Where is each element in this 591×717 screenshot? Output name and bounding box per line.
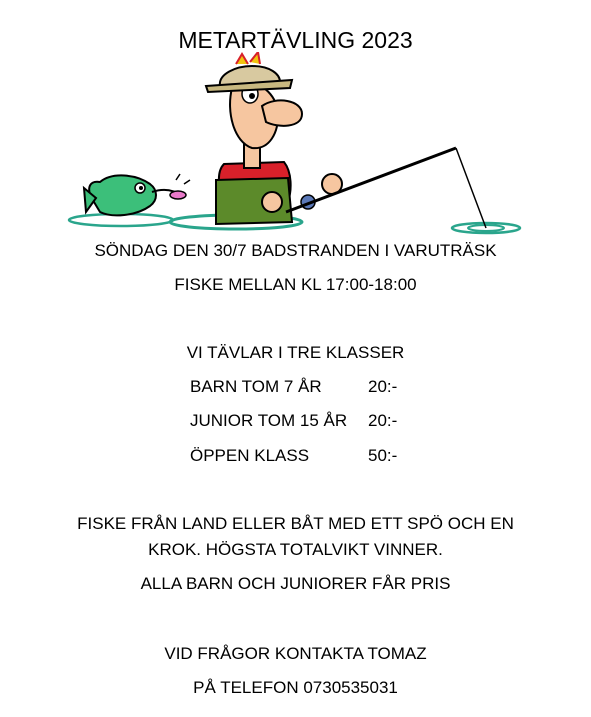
- water-ripples: [69, 214, 520, 233]
- poster-title: METARTÄVLING 2023: [178, 27, 413, 53]
- time-line: FISKE MELLAN KL 17:00-18:00: [174, 275, 417, 294]
- date-location-line: SÖNDAG DEN 30/7 BADSTRANDEN I VARUTRÄSK: [94, 241, 497, 260]
- contact-line-2: PÅ TELEFON 0730535031: [193, 678, 398, 697]
- rules-line-1: FISKE FRÅN LAND ELLER BÅT MED ETT SPÖ OCH EN: [77, 514, 514, 533]
- class-fee: 20:-: [368, 411, 398, 430]
- class-name: BARN TOM 7 ÅR: [190, 377, 322, 396]
- classes-heading: VI TÄVLAR I TRE KLASSER: [186, 343, 405, 362]
- class-name: JUNIOR TOM 15 ÅR: [190, 411, 348, 430]
- class-fee: 20:-: [368, 377, 398, 396]
- fishing-rod-icon: [286, 148, 486, 228]
- fish-icon: [84, 174, 190, 215]
- rules-line-2: KROK. HÖGSTA TOTALVIKT VINNER.: [148, 540, 443, 559]
- class-name: ÖPPEN KLASS: [190, 446, 310, 465]
- class-fee: 50:-: [368, 446, 398, 465]
- fisherman-illustration: [66, 52, 526, 238]
- prize-line: ALLA BARN OCH JUNIORER FÅR PRIS: [140, 574, 451, 593]
- contact-line-1: VID FRÅGOR KONTAKTA TOMAZ: [164, 644, 427, 663]
